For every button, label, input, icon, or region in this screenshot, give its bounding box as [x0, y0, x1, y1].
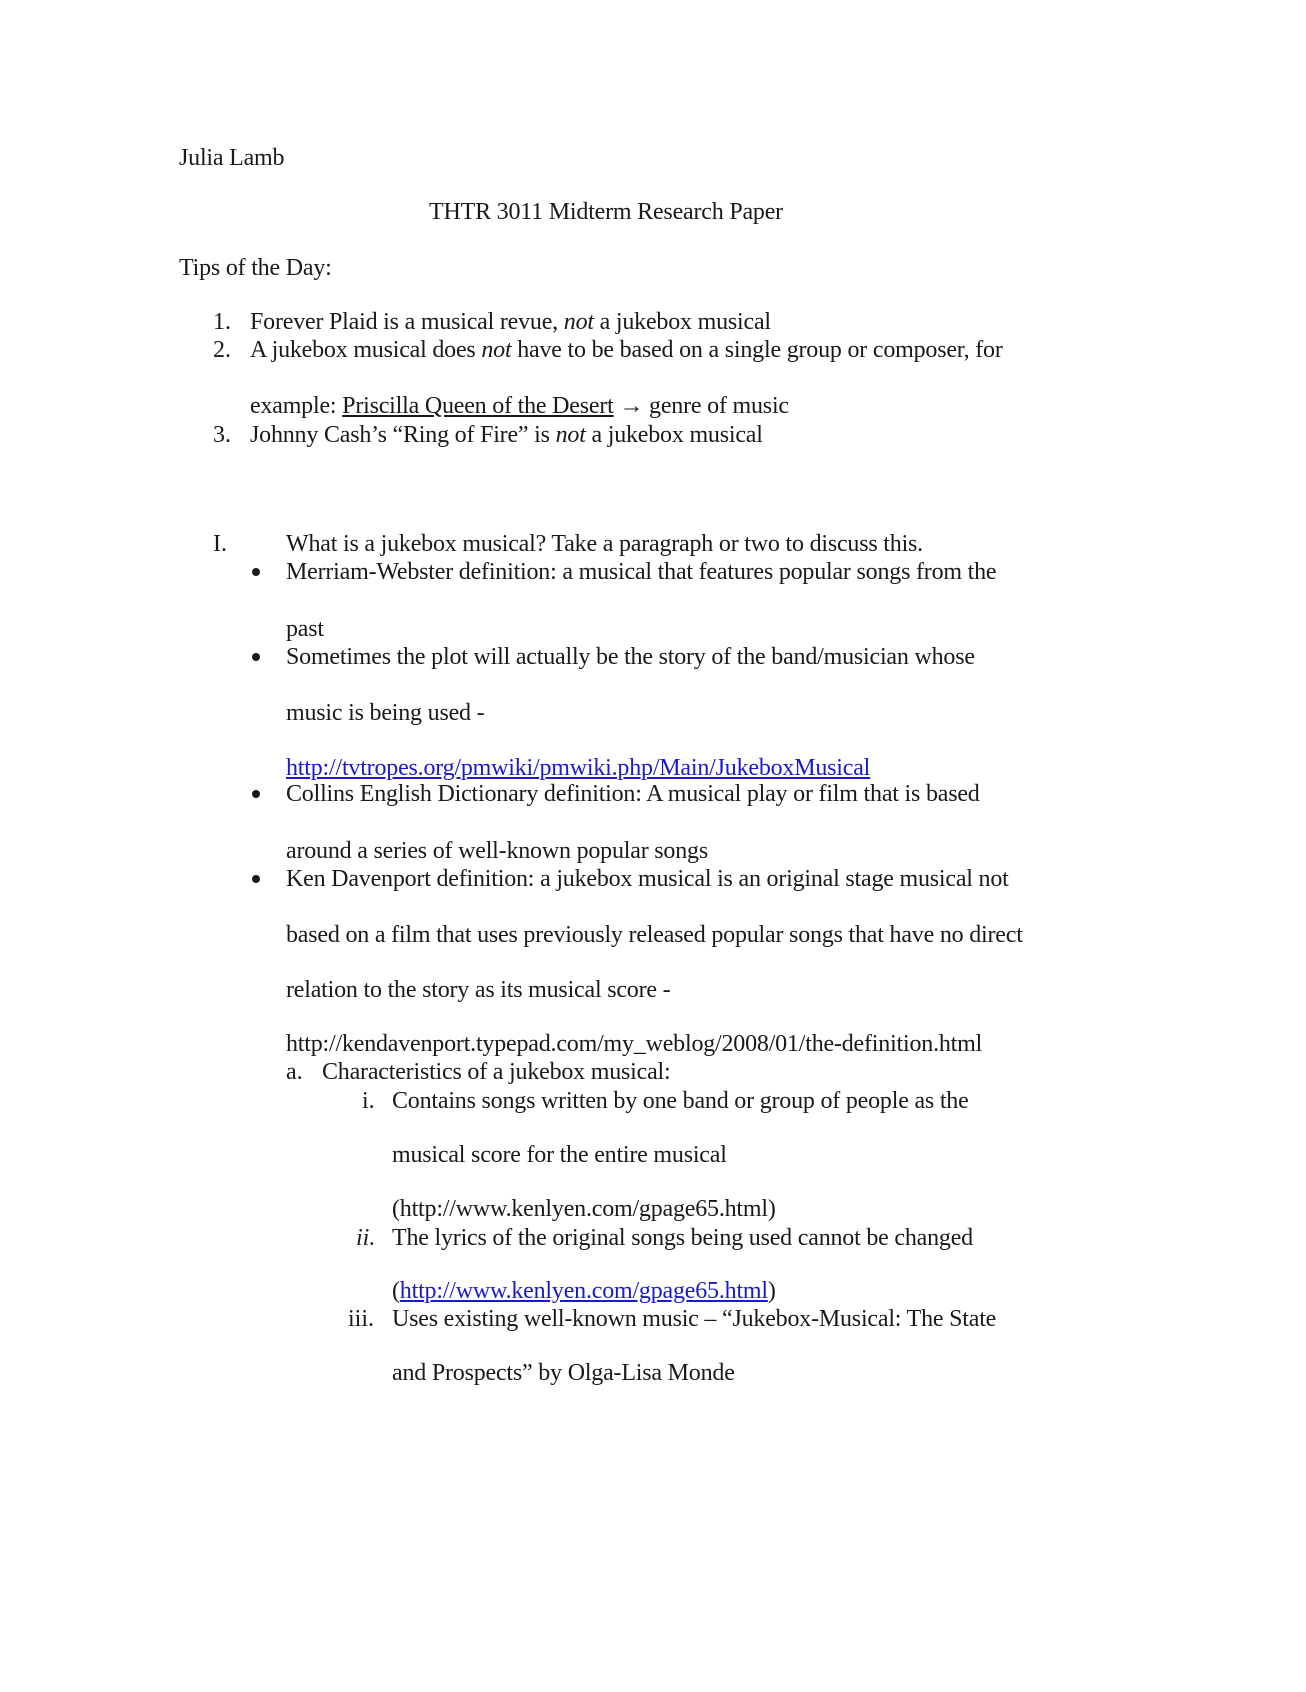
musical-title: Priscilla Queen of the Desert — [342, 393, 614, 419]
bullet-icon — [252, 653, 260, 661]
roman-marker: ii. — [356, 1225, 376, 1251]
tip-item: A jukebox musical does not have to be based on a single group or composer, for — [250, 337, 1003, 363]
bullet-text: relation to the story as its musical score - — [286, 977, 671, 1003]
roman-marker: i. — [362, 1088, 375, 1114]
bullet-text: Collins English Dictionary definition: A musical play or film that is based — [286, 781, 980, 807]
subsection-marker: a. — [286, 1059, 303, 1085]
bullet-text: based on a film that uses previously released popular songs that have no direct — [286, 922, 1023, 948]
arrow-icon: → — [619, 393, 644, 419]
subsection-heading: Characteristics of a jukebox musical: — [322, 1059, 671, 1085]
bullet-text: around a series of well-known popular songs — [286, 838, 708, 864]
section-numeral: I. — [213, 531, 227, 557]
characteristic-citation: (http://www.kenlyen.com/gpage65.html) — [392, 1278, 776, 1304]
bullet-text: Sometimes the plot will actually be the story of the band/musician whose — [286, 644, 975, 670]
characteristic-citation: (http://www.kenlyen.com/gpage65.html) — [392, 1196, 776, 1222]
characteristic-text: and Prospects” by Olga-Lisa Monde — [392, 1360, 735, 1386]
author-name: Julia Lamb — [179, 145, 285, 171]
bullet-icon — [252, 875, 260, 883]
bullet-text: Ken Davenport definition: a jukebox musical is an original stage musical not — [286, 866, 1009, 892]
bullet-url-text: http://kendavenport.typepad.com/my_weblog/2008/01/the-definition.html — [286, 1031, 983, 1057]
tips-heading: Tips of the Day: — [179, 255, 332, 281]
characteristic-text: musical score for the entire musical — [392, 1142, 727, 1168]
bullet-text: past — [286, 616, 324, 642]
tip-number: 1. — [213, 309, 231, 335]
characteristic-text: Contains songs written by one band or group of people as the — [392, 1088, 969, 1114]
tip-number: 3. — [213, 422, 231, 448]
bullet-text: Merriam-Webster definition: a musical that features popular songs from the — [286, 559, 997, 585]
tip-number: 2. — [213, 337, 231, 363]
bullet-icon — [252, 568, 260, 576]
kenlyen-link[interactable]: http://www.kenlyen.com/gpage65.html — [399, 1278, 768, 1304]
characteristic-text: The lyrics of the original songs being used cannot be changed — [392, 1225, 973, 1251]
tip-item-continued: example: Priscilla Queen of the Desert → genre of music — [250, 393, 789, 419]
roman-marker: iii. — [348, 1306, 375, 1332]
tip-item: Forever Plaid is a musical revue, not a jukebox musical — [250, 309, 771, 335]
document-title: THTR 3011 Midterm Research Paper — [429, 199, 783, 225]
bullet-text: music is being used - — [286, 700, 485, 726]
tvtropes-link[interactable]: http://tvtropes.org/pmwiki/pmwiki.php/Main/JukeboxMusical — [286, 755, 871, 781]
section-heading: What is a jukebox musical? Take a paragraph or two to discuss this. — [286, 531, 923, 557]
tip-item: Johnny Cash’s “Ring of Fire” is not a jukebox musical — [250, 422, 763, 448]
bullet-icon — [252, 790, 260, 798]
characteristic-text: Uses existing well-known music – “Jukebox-Musical: The State — [392, 1306, 997, 1332]
